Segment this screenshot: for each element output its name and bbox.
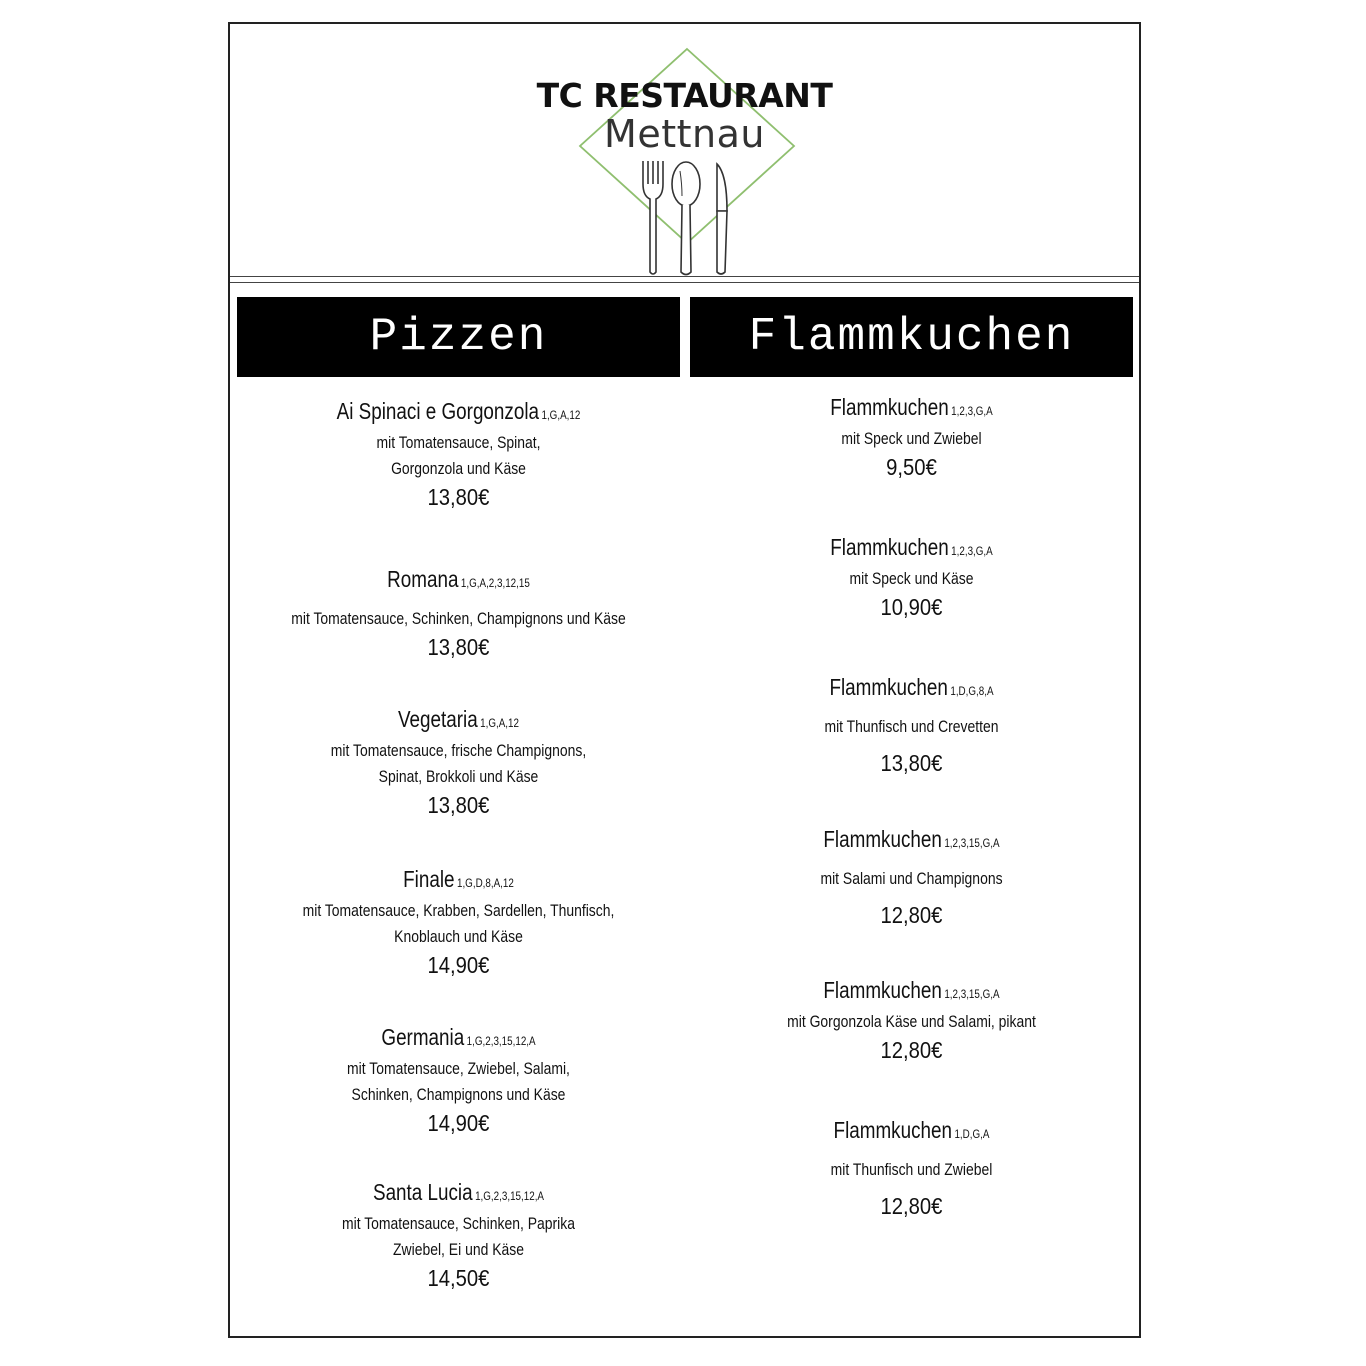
item-name: Germania 1,G,2,3,15,12,A [381, 1024, 536, 1050]
menu-page [228, 22, 1141, 1338]
item-price: 14,90€ [427, 1110, 490, 1136]
allergen-codes: 1,G,D,8,A,12 [456, 876, 514, 890]
item-price: 9,50€ [886, 454, 937, 480]
section-header-flammkuchen: Flammkuchen [690, 297, 1133, 377]
item-price: 14,50€ [427, 1265, 490, 1291]
item-description: mit Tomatensauce, Spinat, [376, 433, 541, 452]
allergen-codes: 1,G,A,12 [480, 716, 520, 730]
allergen-codes: 1,G,2,3,15,12,A [466, 1034, 536, 1048]
item-price: 10,90€ [880, 594, 943, 620]
item-description: mit Thunfisch und Zwiebel [830, 1160, 993, 1179]
item-description: mit Tomatensauce, frische Champignons, [330, 741, 587, 760]
menu-item [690, 392, 1133, 482]
item-price: 13,80€ [427, 792, 490, 818]
menu-item [237, 1022, 680, 1138]
item-price: 13,80€ [427, 634, 490, 660]
allergen-codes: 1,2,3,G,A [951, 544, 993, 558]
item-name: Romana 1,G,A,2,3,12,15 [387, 566, 530, 592]
item-description: mit Tomatensauce, Schinken, Paprika [342, 1214, 575, 1233]
item-description: mit Tomatensauce, Zwiebel, Salami, [347, 1059, 570, 1078]
item-description: Schinken, Champignons und Käse [351, 1085, 566, 1104]
menu-item [237, 864, 680, 980]
item-description: mit Thunfisch und Crevetten [824, 717, 999, 736]
menu-item [237, 564, 680, 662]
item-name: Santa Lucia 1,G,2,3,15,12,A [372, 1179, 544, 1205]
item-price: 13,80€ [427, 484, 490, 510]
item-name: Finale 1,G,D,8,A,12 [403, 866, 514, 892]
item-price: 12,80€ [880, 1193, 943, 1219]
item-description: mit Salami und Champignons [820, 869, 1003, 888]
item-name: Ai Spinaci e Gorgonzola 1,G,A,12 [336, 398, 581, 424]
menu-item [237, 396, 680, 512]
item-description: Knoblauch und Käse [394, 927, 523, 946]
menu-item [690, 672, 1133, 778]
section-header-pizzen: Pizzen [237, 297, 680, 377]
item-price: 14,90€ [427, 952, 490, 978]
item-description: Gorgonzola und Käse [391, 459, 526, 478]
item-description: mit Tomatensauce, Schinken, Champignons und Käse [291, 609, 626, 628]
menu-item [690, 532, 1133, 622]
header-divider [230, 282, 1139, 283]
allergen-codes: 1,G,A,2,3,12,15 [460, 576, 530, 590]
item-description: mit Tomatensauce, Krabben, Sardellen, Thunfisch, [302, 901, 615, 920]
allergen-codes: 1,2,3,G,A [951, 404, 993, 418]
allergen-codes: 1,D,G,A [954, 1127, 990, 1141]
spoon-icon [672, 162, 700, 275]
item-name: Vegetaria 1,G,A,12 [397, 706, 520, 732]
menu-item [237, 1177, 680, 1293]
allergen-codes: 1,G,2,3,15,12,A [475, 1189, 544, 1203]
menu-item [690, 1115, 1133, 1221]
item-description: mit Gorgonzola Käse und Salami, pikant [787, 1012, 1036, 1031]
item-price: 12,80€ [880, 902, 943, 928]
restaurant-name: TC RESTAURANT [536, 76, 833, 115]
menu-item [237, 704, 680, 820]
allergen-codes: 1,G,A,12 [541, 408, 581, 422]
menu-item [690, 824, 1133, 930]
header-divider [230, 276, 1139, 277]
item-description: Spinat, Brokkoli und Käse [378, 767, 539, 786]
item-name: Flammkuchen 1,D,G,A [833, 1117, 990, 1143]
restaurant-location: Mettnau [604, 112, 765, 156]
restaurant-logo [230, 24, 1139, 279]
item-name: Flammkuchen 1,2,3,G,A [830, 534, 993, 560]
item-name: Flammkuchen 1,2,3,G,A [830, 394, 993, 420]
allergen-codes: 1,2,3,15,G,A [944, 836, 1000, 850]
allergen-codes: 1,2,3,15,G,A [944, 987, 1000, 1001]
knife-icon [717, 164, 727, 274]
item-description: mit Speck und Zwiebel [841, 429, 982, 448]
item-name: Flammkuchen 1,2,3,15,G,A [823, 826, 1000, 852]
item-price: 12,80€ [880, 1037, 943, 1063]
item-price: 13,80€ [880, 750, 943, 776]
menu-item [690, 975, 1133, 1065]
allergen-codes: 1,D,G,8,A [950, 684, 994, 698]
item-description: Zwiebel, Ei und Käse [393, 1240, 524, 1259]
item-name: Flammkuchen 1,2,3,15,G,A [823, 977, 1000, 1003]
item-name: Flammkuchen 1,D,G,8,A [829, 674, 994, 700]
item-description: mit Speck und Käse [849, 569, 974, 588]
